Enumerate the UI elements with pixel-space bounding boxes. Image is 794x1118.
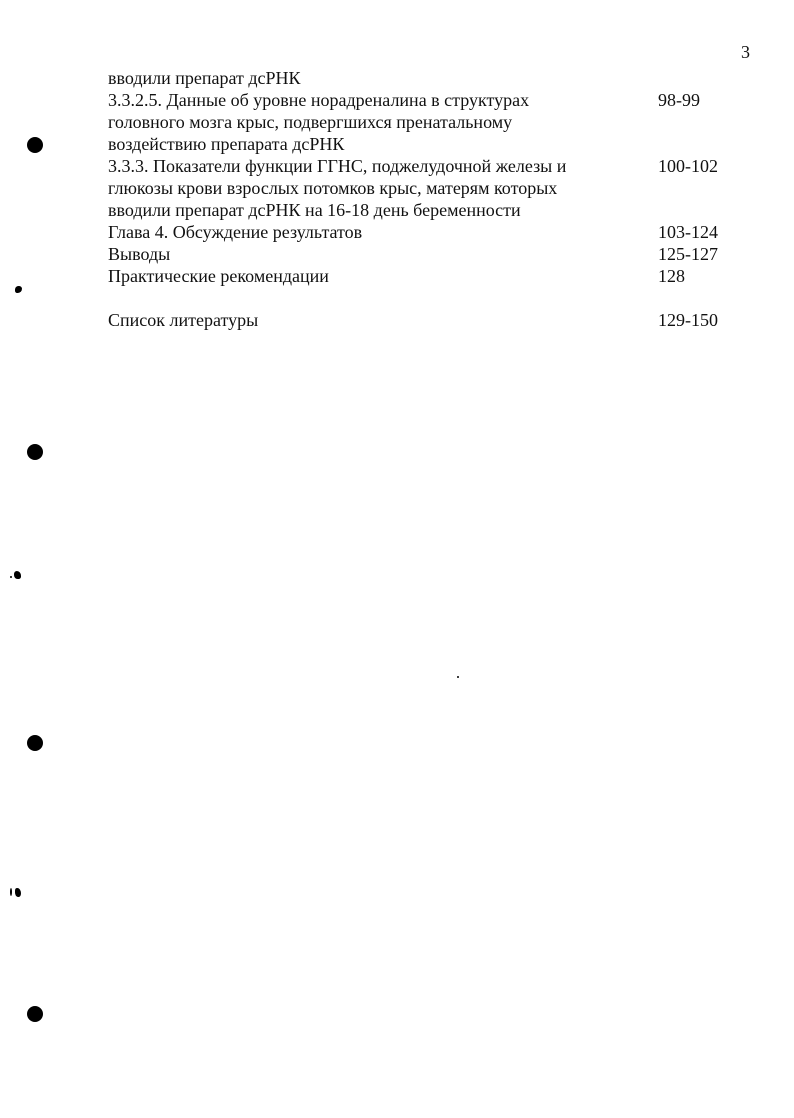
punch-hole-mark — [27, 444, 43, 460]
toc-entry-title — [108, 155, 658, 221]
scan-speck-mark — [457, 676, 459, 678]
toc-entry — [108, 243, 748, 265]
toc-entry-line: вводили препарат дсРНК — [108, 68, 301, 88]
toc-entry-line: воздействию препарата дсРНК — [108, 134, 345, 154]
toc-entry-pages: 100-102 — [658, 156, 718, 176]
scan-speck-mark — [14, 571, 21, 579]
scan-speck-mark — [10, 576, 12, 578]
scan-speck-mark — [15, 286, 22, 293]
toc-entry — [108, 221, 748, 243]
punch-hole-mark — [27, 137, 43, 153]
toc-entry — [108, 309, 748, 331]
toc-entry — [108, 89, 748, 155]
toc-entry-line: Практические рекомендации — [108, 266, 329, 286]
toc-entry-pages: 125-127 — [658, 244, 718, 264]
toc-entry-pages: 98-99 — [658, 90, 700, 110]
toc-entry-line: 3.3.3. Показатели функции ГГНС, поджелудочной железы и — [108, 156, 567, 176]
toc-entry-line: вводили препарат дсРНК на 16-18 день беременности — [108, 200, 521, 220]
toc-entry-title — [108, 89, 658, 155]
toc-entry — [108, 155, 748, 221]
toc-entry — [108, 265, 748, 287]
toc-entry-line: глюкозы крови взрослых потомков крыс, матерям которых — [108, 178, 558, 198]
toc-entry-line: Глава 4. Обсуждение результатов — [108, 222, 363, 242]
toc-entry-line: головного мозга крыс, подвергшихся пренатальному — [108, 112, 513, 132]
punch-hole-mark — [27, 1006, 43, 1022]
page-number: 3 — [741, 42, 750, 62]
toc-entry-title — [108, 221, 658, 243]
toc-entry-pages: 103-124 — [658, 222, 718, 242]
toc-entry-title — [108, 265, 658, 287]
toc-entry-pages: 128 — [658, 266, 685, 286]
toc-entry-pages: 129-150 — [658, 310, 718, 330]
toc-entry — [108, 67, 748, 89]
scan-speck-mark — [10, 888, 12, 896]
toc-entry-line: 3.3.2.5. Данные об уровне норадреналина в структурах — [108, 90, 530, 110]
punch-hole-mark — [27, 735, 43, 751]
toc-entry-title — [108, 67, 658, 89]
toc-entry-line: Список литературы — [108, 310, 259, 330]
scan-speck-mark — [15, 888, 21, 897]
toc-entry-title — [108, 243, 658, 265]
toc-entry-line: Выводы — [108, 244, 171, 264]
toc-entry-title — [108, 309, 658, 331]
table-of-contents — [108, 67, 748, 331]
